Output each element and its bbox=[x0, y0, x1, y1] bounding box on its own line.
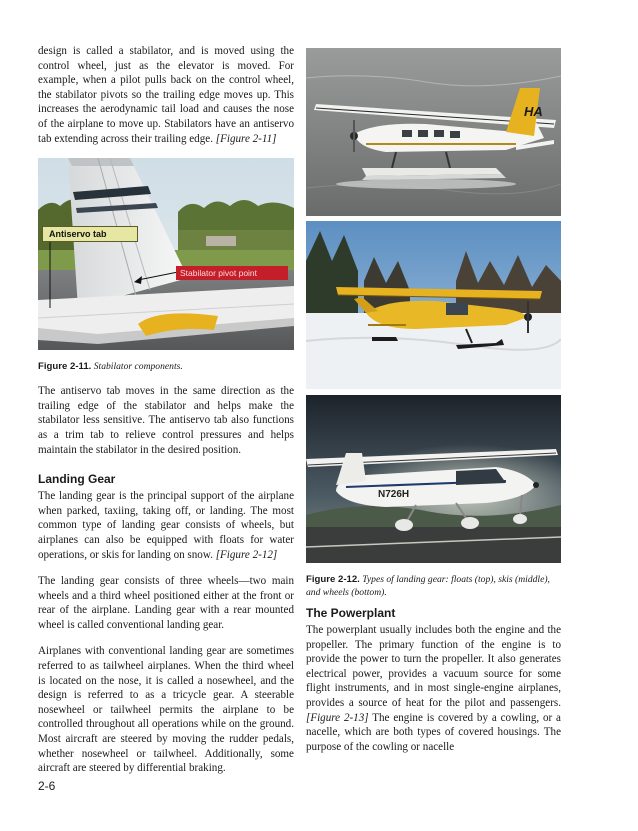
aircraft-registration: N726H bbox=[378, 489, 410, 500]
landing-gear-paragraph-3: Airplanes with conventional landing gear are sometimes referred to as tailwheel airplanes. When the third wheel is located on the nose, it is called a nosewheel, and the design is referred to as a tricycle gear. A steerable nosewheel or tailwheel permits the airplane to be controlled throughout all operations while on the ground. Most aircraft are steered by moving the rudder pedals, whether nosewheel or tailwheel. Additionally, some aircraft are steered by differential braking. bbox=[38, 645, 294, 775]
ski-plane-photo bbox=[306, 221, 561, 389]
landing-gear-paragraph-2: The landing gear consists of three wheels—two main wheels and a third wheel positioned either at the front or rear of the airplane. Landing gear with a rear mounted wheel is called conventional landing gear. bbox=[38, 575, 294, 631]
wheel-plane-image bbox=[306, 395, 561, 563]
antiservo-tab-label: Antiservo tab bbox=[42, 226, 138, 242]
pivot-point-label: Stabilator pivot point bbox=[176, 266, 288, 280]
figure-2-11-caption: Figure 2-11. Stabilator components. bbox=[38, 361, 183, 373]
powerplant-heading: The Powerplant bbox=[306, 606, 396, 620]
figure-ref[interactable]: [Figure 2-12] bbox=[215, 548, 278, 561]
figure-ref[interactable]: [Figure 2-13] bbox=[306, 711, 369, 724]
intro-paragraph: design is called a stabilator, and is moved using the control wheel, just as the elevator is moved. For example, when a pilot pulls back on the control wheel, the stabilator pivots so the trailing edge moves up. This increases the aerodynamic tail load and causes the nose of the airplane to move up. Stabilators have an antiservo tab extending across their trailing edge. [Figure 2-11] bbox=[38, 45, 294, 145]
stabilator-photo bbox=[38, 158, 294, 350]
float-plane-image bbox=[306, 48, 561, 216]
left-column bbox=[38, 44, 294, 776]
powerplant-paragraph: The powerplant usually includes both the engine and the propeller. The primary function of the engine is to provide the power to turn the propeller. It also generates electrical power, provides a vacuum source for some flight instruments, and in most single-engine airplanes, provides a source of heat for the pilot and passengers. [Figure 2-13] The engine is covered by a cowling, or a nacelle, which are both types of covered housings. The purpose of the cowling or nacelle bbox=[306, 624, 561, 753]
landing-gear-heading: Landing Gear bbox=[38, 472, 116, 487]
right-column bbox=[306, 48, 561, 754]
landing-gear-paragraph-1: The landing gear is the principal support of the airplane when parked, taxiing, taking off, or landing. The most common type of landing gear consists of wheels, but airplanes can also be equipped with floats for water operations, or skis for landing on snow. [Figure 2-12] bbox=[38, 490, 294, 561]
float-plane-photo bbox=[306, 48, 561, 216]
antiservo-paragraph: The antiservo tab moves in the same direction as the trailing edge of the stabilator and helps make the stabilator less sensitive. The antiservo tab also functions as a trim tab to relieve control pressures and helps maintain the stabilator in the desired position. bbox=[38, 385, 294, 456]
float-plane-logo: HA bbox=[524, 104, 543, 119]
wheel-plane-photo bbox=[306, 395, 561, 563]
figure-stabilator bbox=[38, 158, 294, 350]
page-number: 2-6 bbox=[38, 779, 56, 793]
figure-2-12-caption: Figure 2-12. Types of landing gear: floats (top), skis (middle), and wheels (bottom). bbox=[306, 574, 550, 598]
figure-ref[interactable]: [Figure 2-11] bbox=[215, 132, 277, 145]
ski-plane-image bbox=[306, 221, 561, 389]
